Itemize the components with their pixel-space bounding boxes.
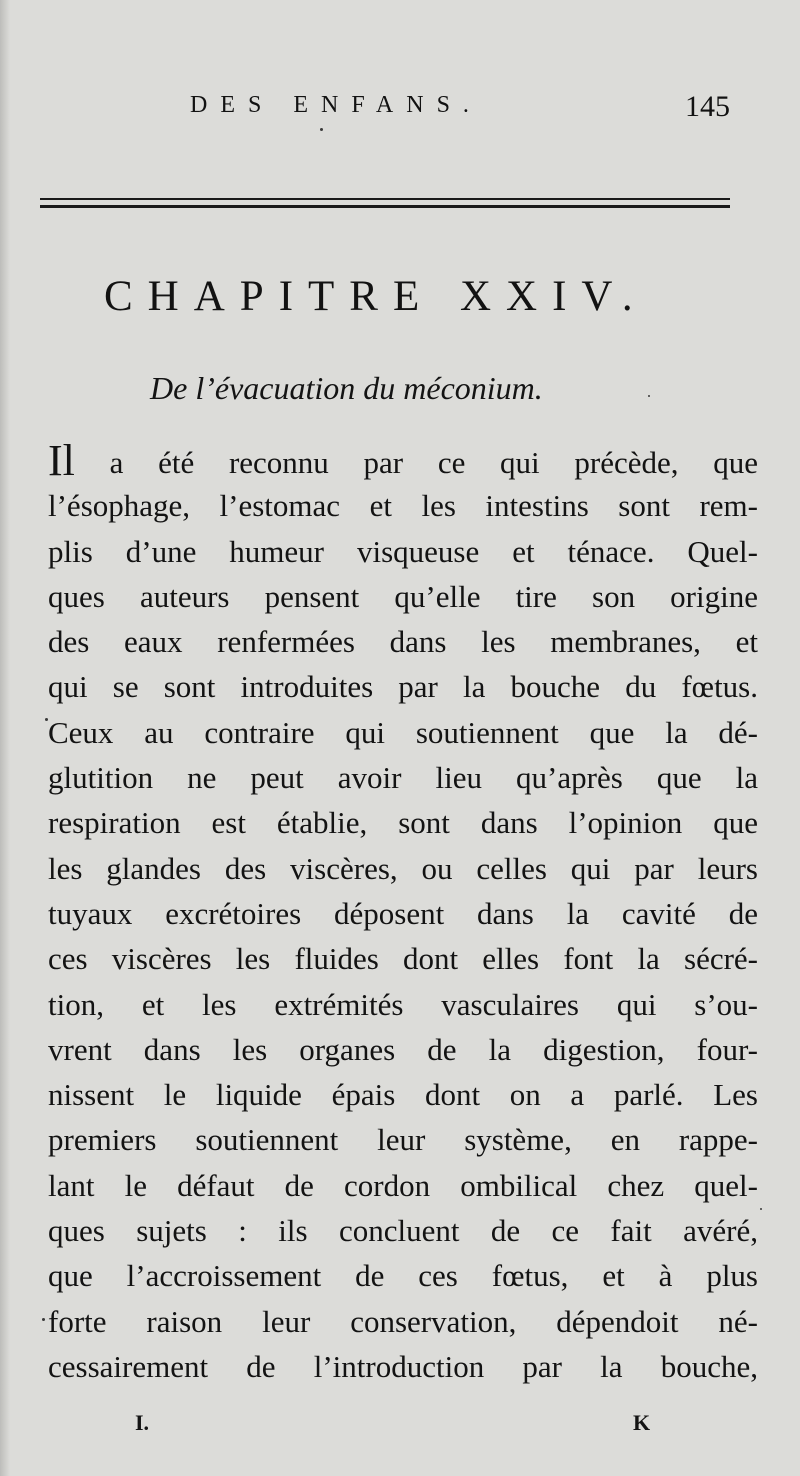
text-line: Ceux au contraire qui soutiennent que la dé- (48, 714, 758, 750)
print-speck (760, 1208, 762, 1210)
print-speck (45, 718, 48, 721)
text-line: plis d’une humeur visqueuse et ténace. Quel- (48, 533, 758, 569)
running-head-title: DES ENFANS. (190, 92, 482, 118)
signature-mark-right: K (633, 1410, 651, 1435)
text-line: lant le défaut de cordon ombilical chez quel- (48, 1167, 758, 1203)
page-footer (0, 1410, 800, 1440)
signature-mark-left: I. (135, 1410, 150, 1435)
print-speck (648, 395, 650, 397)
text-line-first (48, 438, 758, 483)
page-number: 145 (685, 90, 730, 123)
text-line: cessairement de l’introduction par la bouche, (48, 1348, 758, 1384)
text-line: que l’accroissement de ces fœtus, et à plus (48, 1258, 758, 1294)
first-line-rest: a été reconnu par ce qui précède, que (74, 445, 758, 480)
chapter-subtitle: De l’évacuation du méconium. (150, 370, 543, 406)
text-line: les glandes des viscères, ou celles qui par leurs (48, 850, 758, 886)
text-line: l’ésophage, l’estomac et les intestins sont rem- (48, 488, 758, 524)
header-rule-thin (40, 198, 730, 200)
text-line: nissent le liquide épais dont on a parlé. Les (48, 1077, 758, 1113)
spine-shadow (0, 0, 10, 1476)
drop-cap: Il (48, 436, 75, 485)
text-line: des eaux renfermées dans les membranes, et (48, 624, 758, 660)
text-line: tuyaux excrétoires déposent dans la cavité de (48, 895, 758, 931)
text-line: qui se sont introduites par la bouche du fœtus. (48, 669, 758, 705)
text-line: ces viscères les fluides dont elles font la sécré- (48, 941, 758, 977)
text-line: respiration est établie, sont dans l’opinion que (48, 805, 758, 841)
text-line: vrent dans les organes de la digestion, four- (48, 1031, 758, 1067)
text-line: tion, et les extrémités vasculaires qui s’ou- (48, 986, 758, 1022)
text-line: glutition ne peut avoir lieu qu’après que la (48, 760, 758, 796)
print-speck (42, 1318, 45, 1321)
body-text (48, 438, 758, 1389)
text-line: ques sujets : ils concluent de ce fait avéré, (48, 1213, 758, 1249)
chapter-heading: CHAPITRE XXIV. (104, 273, 648, 320)
text-line: forte raison leur conservation, dépendoit né- (48, 1303, 758, 1339)
running-head (190, 92, 730, 132)
header-rule-thick (40, 205, 730, 208)
print-speck (320, 128, 323, 131)
text-line: ques auteurs pensent qu’elle tire son origine (48, 578, 758, 614)
text-line: premiers soutiennent leur système, en rappe- (48, 1122, 758, 1158)
